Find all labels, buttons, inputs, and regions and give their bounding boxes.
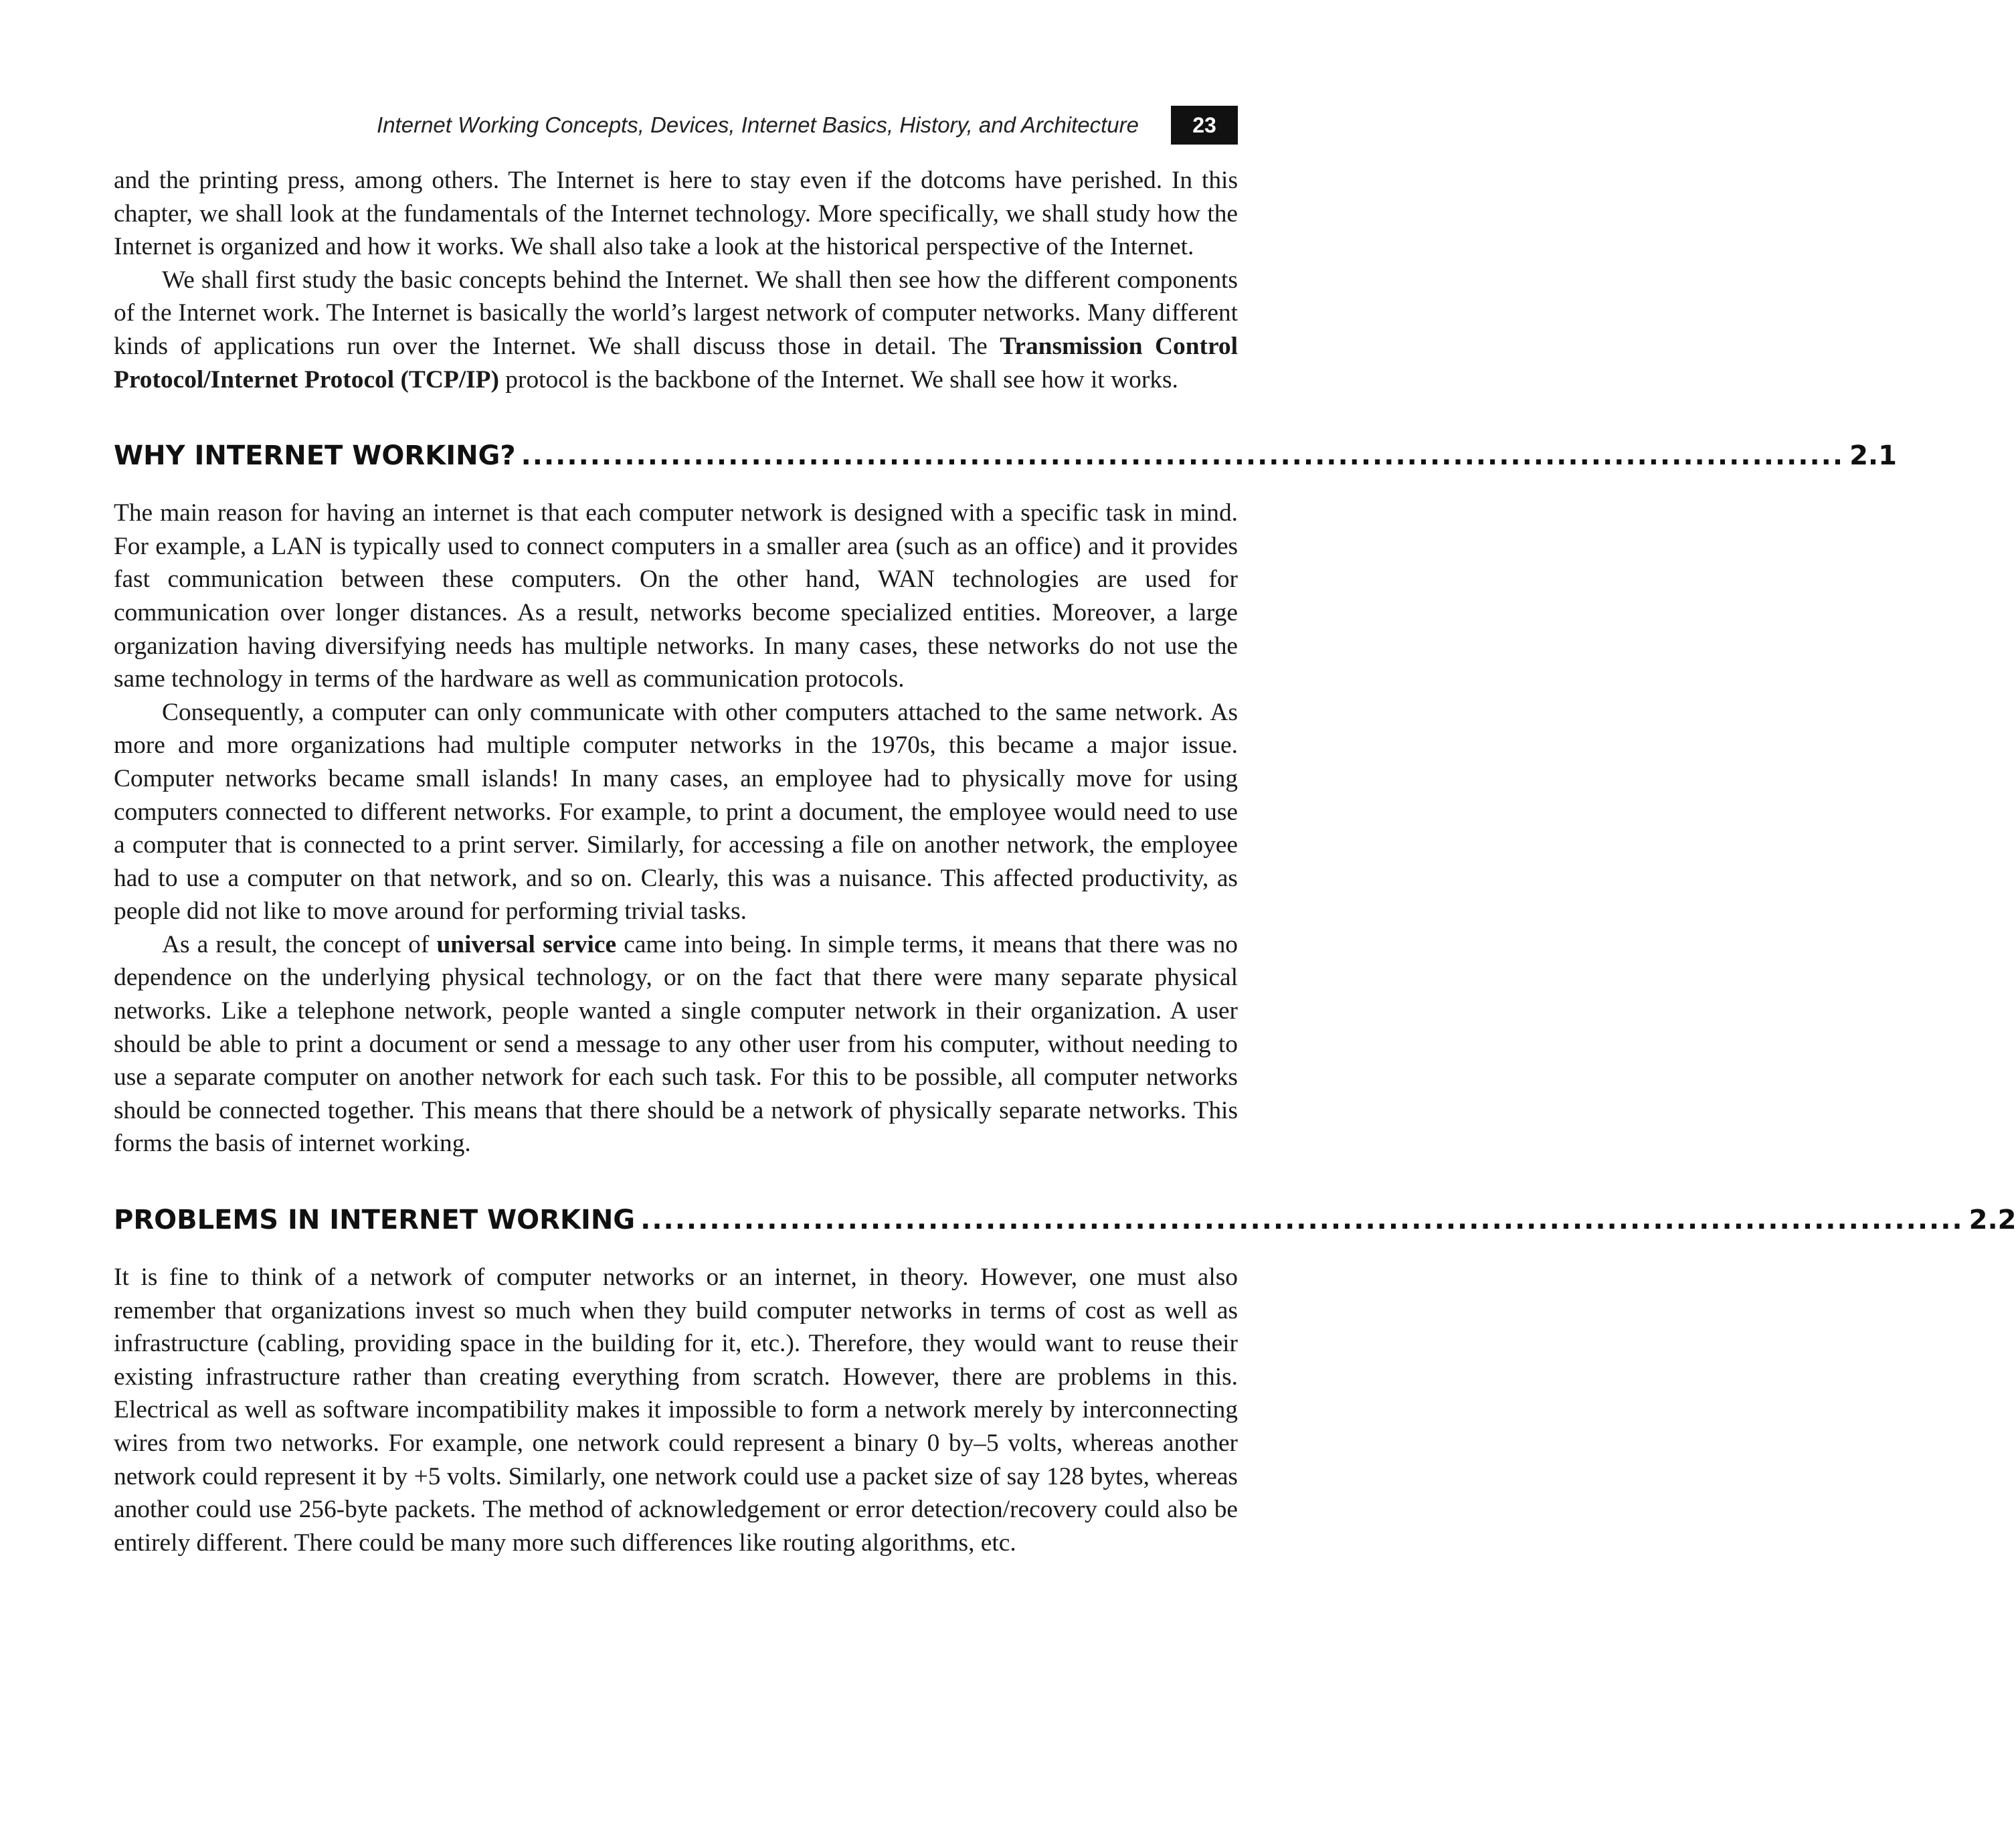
dot-leader: ...................................................................................................................: [521, 440, 1845, 472]
running-header: [114, 106, 1238, 145]
section-title: PROBLEMS IN INTERNET WORKING: [114, 1205, 636, 1236]
book-page: [114, 0, 2016, 1823]
tcpip-term: Transmission Control Protocol/Internet Protocol (TCP/IP): [114, 332, 1238, 394]
section-1-paragraph-2: Consequently, a computer can only communicate with other computers attached to the same network. As more and more organizations had multiple computer networks in the 1970s, this became a major issue. Computer networks became small islands! In many cases, an employee had to physically move for using computers connected to different networks. For example, to print a document, the employee would need to use a computer that is connected to a print server. Similarly, for accessing a file on another network, the employee had to use a computer on that network, and so on. Clearly, this was a nuisance. This affected productivity, as people did not like to move around for performing trivial tasks.: [114, 698, 1238, 926]
section-number: 2.2: [1968, 1205, 2016, 1236]
intro-p2-text-a: We shall first study the basic concepts behind the Internet. We shall then see how the different components of the Internet work. The Internet is basically the world’s largest network of computer networks. Many different kinds of applications run over the Internet. We shall discuss those in detail. The: [114, 266, 1238, 360]
intro-p2-text-b: protocol is the backbone of the Internet. We shall see how it works.: [498, 365, 1178, 394]
intro-paragraph-2: [114, 264, 1238, 396]
section-1-paragraph-1: The main reason for having an internet is that each computer network is designed with a specific task in mind. For example, a LAN is typically used to connect computers in a smaller area (such as an office) and it provides fast communication between these computers. On the other hand, WAN technologies are used for communication over longer distances. As a result, networks become specialized entities. Moreover, a large organization having diversifying needs has multiple networks. In many cases, these networks do not use the same technology in terms of the hardware as well as communication protocols.: [114, 499, 1238, 693]
section-title: WHY INTERNET WORKING?: [114, 440, 516, 472]
section-1-paragraph-3: [114, 928, 1238, 1160]
page-content: [114, 164, 2016, 1559]
page-number: 23: [1171, 106, 1238, 145]
intro-paragraph-1: and the printing press, among others. The Internet is here to stay even if the dotcoms have perished. In this chapter, we shall look at the fundamentals of the Internet technology. More specifically, we shall study how the Internet is organized and how it works. We shall also take a look at the historical perspective of the Internet.: [114, 167, 1238, 261]
running-title: Internet Working Concepts, Devices, Internet Basics, History, and Architecture: [377, 112, 1139, 137]
section-number: 2.1: [1849, 440, 1897, 472]
dot-leader: ...................................................................................................................: [640, 1205, 1964, 1236]
section-1-p3-text-a: As a result, the concept of: [162, 930, 437, 958]
section-1-p3-text-b: came into being. In simple terms, it means that there was no dependence on the underlying physical technology, or on the fact that there were many separate physical networks. Like a telephone network, people wanted a single computer network in their organization. A user should be able to print a document or send a message to any other user from his computer, without needing to use a separate computer on another network for each such task. For this to be possible, all computer networks should be connected together. This means that there should be a network of physically separate networks. This forms the basis of internet working.: [114, 930, 1238, 1158]
universal-service-term: universal service: [436, 930, 617, 958]
section-heading-problems-in-internet-working: [114, 1205, 2016, 1245]
section-2-paragraph-1: It is fine to think of a network of computer networks or an internet, in theory. However, one must also remember that organizations invest so much when they build computer networks in terms of cost as well as infrastructure (cabling, providing space in the building for it, etc.). Therefore, they would want to reuse their existing infrastructure rather than creating everything from scratch. However, there are problems in this. Electrical as well as software incompatibility makes it impossible to form a network merely by interconnecting wires from two networks. For example, one network could represent a binary 0 by–5 volts, whereas another network could represent it by +5 volts. Similarly, one network could use a packet size of say 128 bytes, whereas another could use 256-byte packets. The method of acknowledgement or error detection/recovery could also be entirely different. There could be many more such differences like routing algorithms, etc.: [114, 1264, 1238, 1557]
section-heading-why-internet-working: [114, 440, 1897, 481]
